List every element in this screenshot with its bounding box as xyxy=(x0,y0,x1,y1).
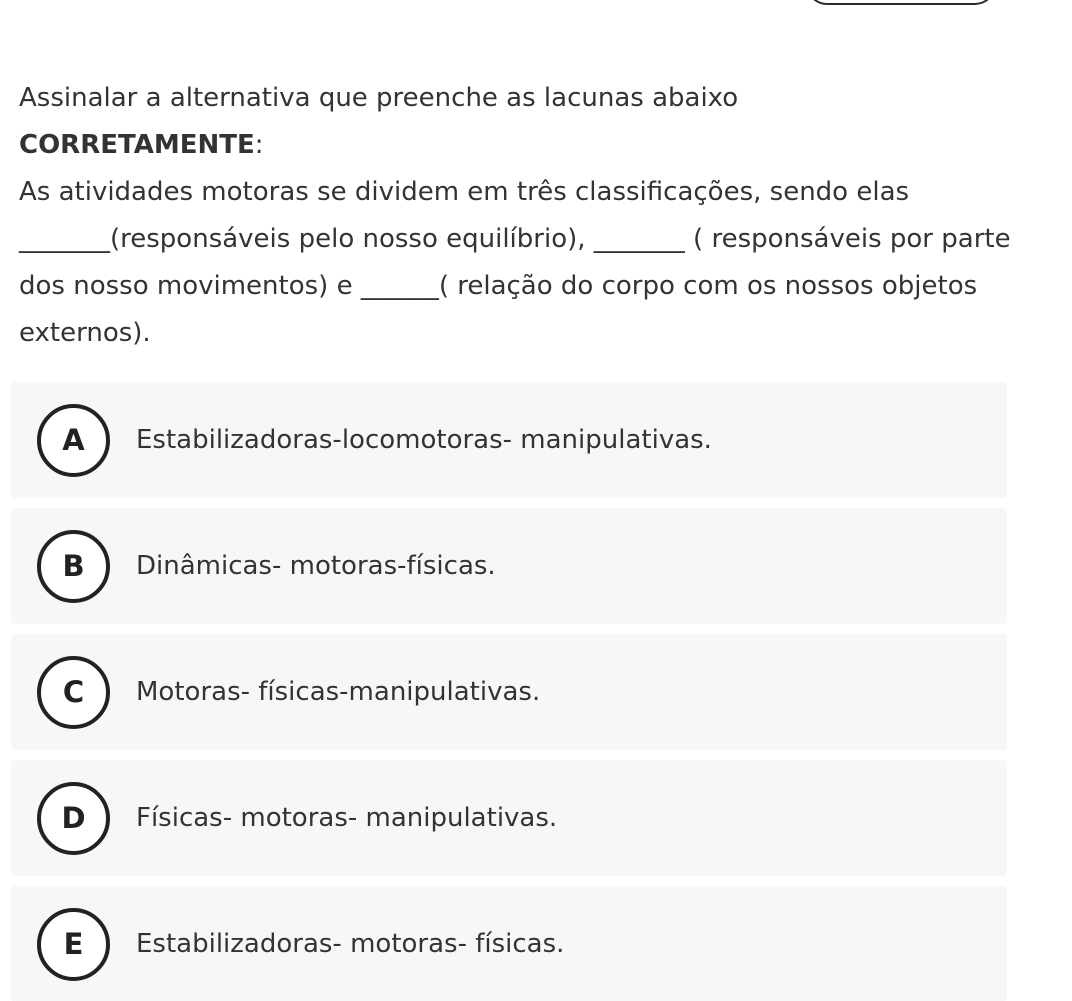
option-text: Estabilizadoras- motoras- físicas. xyxy=(136,929,565,959)
question-prompt xyxy=(19,75,1019,357)
option-d[interactable] xyxy=(11,760,1007,876)
question-instruction xyxy=(19,75,1019,169)
question-line1: Assinalar a alternativa que preenche as lacunas abaixo xyxy=(19,83,739,113)
option-letter-circle: A xyxy=(37,404,110,477)
option-c[interactable] xyxy=(11,634,1007,750)
option-letter-circle: D xyxy=(37,782,110,855)
question-colon: : xyxy=(254,130,264,160)
option-a[interactable] xyxy=(11,382,1007,498)
option-letter-circle: C xyxy=(37,656,110,729)
option-letter-circle: B xyxy=(37,530,110,603)
option-text: Motoras- físicas-manipulativas. xyxy=(136,677,541,707)
option-letter-circle: E xyxy=(37,908,110,981)
option-text: Dinâmicas- motoras-físicas. xyxy=(136,551,496,581)
option-b[interactable] xyxy=(11,508,1007,624)
top-button-partial[interactable] xyxy=(805,0,997,5)
question-emphasis: CORRETAMENTE xyxy=(19,130,255,160)
options-list xyxy=(11,382,1007,1001)
option-e[interactable] xyxy=(11,886,1007,1001)
question-body: As atividades motoras se dividem em três classificações, sendo elas _______(responsáveis pelo nosso equilíbrio), _______ ( responsáveis por parte dos nosso movimentos) e ______( relação do corpo com os nossos objetos externos). xyxy=(19,177,1011,348)
option-text: Estabilizadoras-locomotoras- manipulativas. xyxy=(136,425,712,455)
option-text: Físicas- motoras- manipulativas. xyxy=(136,803,558,833)
